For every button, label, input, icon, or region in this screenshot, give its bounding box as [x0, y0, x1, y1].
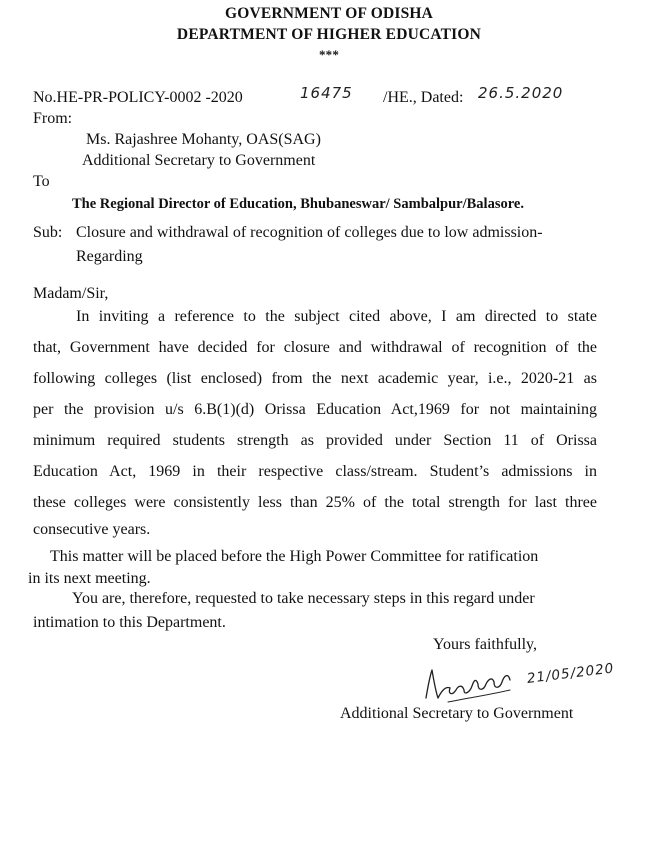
signatory-designation: Additional Secretary to Government — [340, 705, 574, 722]
handwritten-letter-number: 16475 — [300, 84, 353, 102]
he-dated-label: /HE., Dated: — [383, 89, 464, 106]
dept-heading-government: GOVERNMENT OF ODISHA — [224, 5, 434, 22]
signature-date: 21/05/2020 — [526, 660, 616, 687]
sender-designation: Additional Secretary to Government — [82, 152, 316, 169]
para1-line-5: minimum required students strength as provided under Section 11 of Orissa — [33, 432, 597, 449]
from-label: From: — [33, 110, 73, 127]
dept-heading-department: DEPARTMENT OF HIGHER EDUCATION — [176, 26, 482, 43]
recipient: The Regional Director of Education, Bhubaneswar/ Sambalpur/Balasore. — [72, 196, 524, 212]
para1-line-1: In inviting a reference to the subject cited above, I am directed to state — [76, 308, 597, 325]
heading-stars: *** — [318, 47, 340, 62]
para1-line-3: following colleges (list enclosed) from the next academic year, i.e., 2020-21 as — [33, 370, 597, 387]
salutation: Madam/Sir, — [33, 285, 109, 302]
para1-line-7: these colleges were consistently less than 25% of the total strength for last three — [33, 494, 597, 511]
para3-line-2: intimation to this Department. — [33, 614, 226, 631]
subject-line-2: Regarding — [76, 248, 143, 265]
para3-line-1: You are, therefore, requested to take necessary steps in this regard under — [72, 590, 535, 607]
to-label: To — [33, 173, 50, 190]
para1-line-2: that, Government have decided for closure and withdrawal of recognition of the — [33, 339, 597, 356]
closing: Yours faithfully, — [433, 636, 538, 653]
para1-line-8: consecutive years. — [33, 521, 151, 538]
subject-line-1: Closure and withdrawal of recognition of colleges due to low admission- — [76, 224, 543, 241]
subject-label: Sub: — [33, 224, 63, 241]
handwritten-letter-date: 26.5.2020 — [478, 84, 564, 102]
letter-number: No.HE-PR-POLICY-0002 -2020 — [33, 89, 243, 106]
para2-line-1: This matter will be placed before the High Power Committee for ratification — [50, 548, 539, 565]
para2-line-2: in its next meeting. — [28, 570, 151, 587]
sender-name: Ms. Rajashree Mohanty, OAS(SAG) — [86, 131, 321, 148]
para1-line-4: per the provision u/s 6.B(1)(d) Orissa Education Act,1969 for not maintaining — [33, 401, 597, 418]
para1-line-6: Education Act, 1969 in their respective class/stream. Student’s admissions in — [33, 463, 597, 480]
